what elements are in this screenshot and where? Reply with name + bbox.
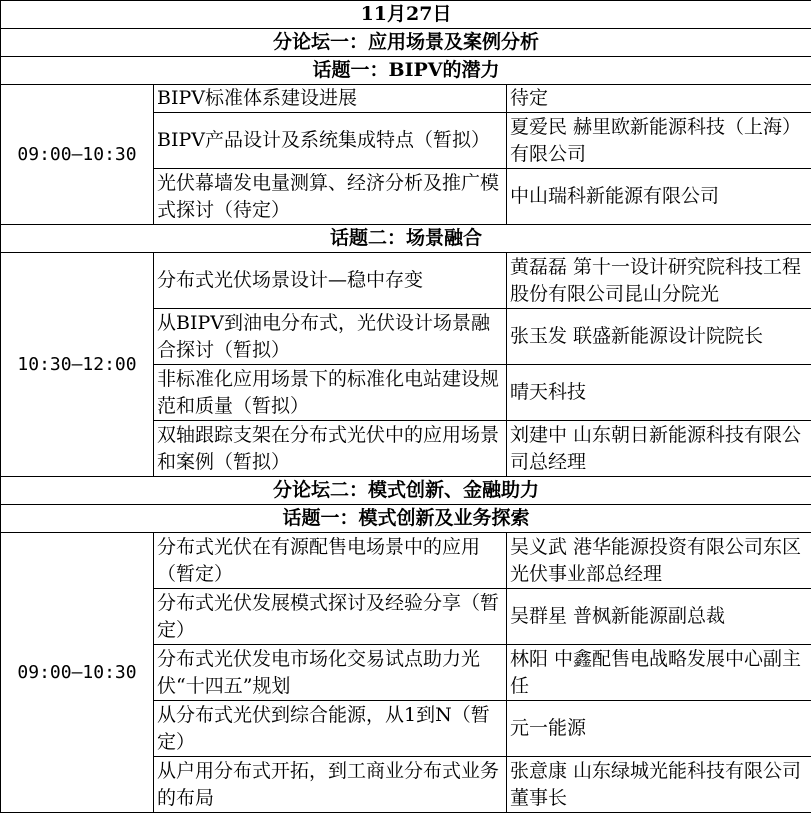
forum-row <box>1 29 811 57</box>
topic-group-row <box>1 225 811 253</box>
date-row <box>1 1 811 29</box>
speaker-cell: 吴群星 普枫新能源副总裁 <box>507 589 811 645</box>
topic-cell: 从BIPV到油电分布式，光伏设计场景融合探讨（暂拟） <box>154 309 507 365</box>
speaker-cell: 夏爱民 赫里欧新能源科技（上海）有限公司 <box>507 113 811 169</box>
speaker-cell: 元一能源 <box>507 701 811 757</box>
topic-cell: 分布式光伏发展模式探讨及经验分享（暂定） <box>154 589 507 645</box>
topic-cell: 从户用分布式开拓，到工商业分布式业务的布局 <box>154 757 507 813</box>
speaker-cell: 中山瑞科新能源有限公司 <box>507 169 811 225</box>
table-row <box>1 253 811 309</box>
topic-group-row <box>1 505 811 533</box>
speaker-cell: 黄磊磊 第十一设计研究院科技工程股份有限公司昆山分院光 <box>507 253 811 309</box>
topic-cell: 光伏幕墙发电量测算、经济分析及推广模式探讨（待定） <box>154 169 507 225</box>
speaker-cell: 刘建中 山东朝日新能源科技有限公司总经理 <box>507 421 811 477</box>
topic-cell: 从分布式光伏到综合能源，从1到N（暂定） <box>154 701 507 757</box>
speaker-cell: 晴天科技 <box>507 365 811 421</box>
speaker-cell: 张意康 山东绿城光能科技有限公司董事长 <box>507 757 811 813</box>
topic-cell: 分布式光伏在有源配售电场景中的应用（暂定） <box>154 533 507 589</box>
topic-cell: 双轴跟踪支架在分布式光伏中的应用场景和案例（暂拟） <box>154 421 507 477</box>
forum-title: 分论坛二：模式创新、金融助力 <box>1 477 811 505</box>
time-slot: 09:00—10:30 <box>1 85 154 225</box>
topic-cell: 分布式光伏场景设计—稳中存变 <box>154 253 507 309</box>
time-slot: 09:00—10:30 <box>1 533 154 813</box>
speaker-cell: 待定 <box>507 85 811 113</box>
topic-cell: 非标准化应用场景下的标准化电站建设规范和质量（暂拟） <box>154 365 507 421</box>
table-row <box>1 533 811 589</box>
topic-group-title: 话题一：BIPV的潜力 <box>1 57 811 85</box>
speaker-cell: 张玉发 联盛新能源设计院院长 <box>507 309 811 365</box>
speaker-cell: 吴义武 港华能源投资有限公司东区光伏事业部总经理 <box>507 533 811 589</box>
topic-cell: BIPV标准体系建设进展 <box>154 85 507 113</box>
time-slot: 10:30—12:00 <box>1 253 154 477</box>
topic-group-title: 话题二：场景融合 <box>1 225 811 253</box>
forum-row <box>1 477 811 505</box>
table-row <box>1 85 811 113</box>
topic-cell: BIPV产品设计及系统集成特点（暂拟） <box>154 113 507 169</box>
forum-title: 分论坛一：应用场景及案例分析 <box>1 29 811 57</box>
speaker-cell: 林阳 中鑫配售电战略发展中心副主任 <box>507 645 811 701</box>
date-header: 11月27日 <box>1 1 811 29</box>
topic-group-row <box>1 57 811 85</box>
topic-group-title: 话题一：模式创新及业务探索 <box>1 505 811 533</box>
topic-cell: 分布式光伏发电市场化交易试点助力光伏“十四五”规划 <box>154 645 507 701</box>
